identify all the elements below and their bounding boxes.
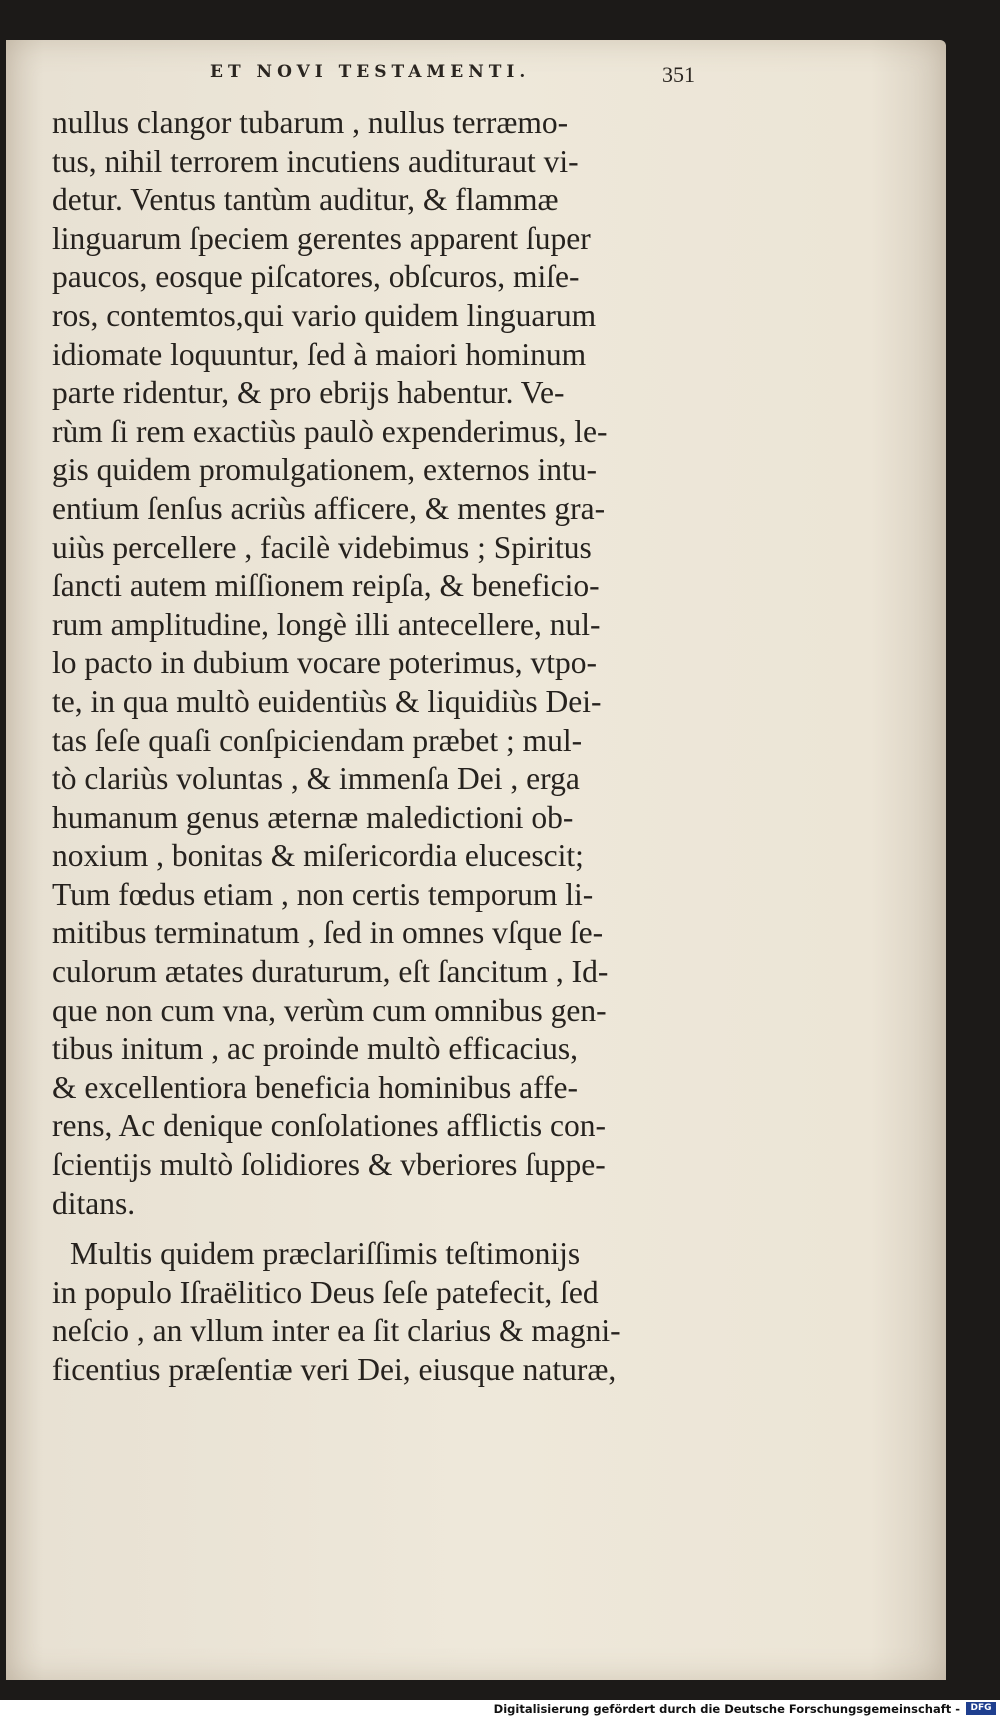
text-line: rùm ſi rem exactiùs paulò expenderimus, le- (52, 413, 608, 449)
text-line: culorum ætates duraturum, eſt ſancitum , Id- (52, 954, 609, 990)
text-line: noxium , bonitas & miſericordia elucescit; (52, 838, 584, 874)
text-line: tas ſeſe quaſi conſpiciendam præbet ; mul- (52, 722, 583, 758)
text-line: que non cum vna, verùm cum omnibus gen- (52, 992, 607, 1028)
text-line: ficentius præſentiæ veri Dei, eiusque naturæ, (52, 1352, 617, 1387)
text-line: Tum fœdus etiam , non certis temporum li- (52, 876, 594, 912)
text-line: mitibus terminatum , ſed in omnes vſque ſe- (52, 915, 604, 951)
paragraph-2 (52, 1235, 682, 1389)
text-line: ditans. (52, 1185, 136, 1221)
text-line: & excellentiora beneficia hominibus affe- (52, 1069, 578, 1105)
text-line: tò clariùs voluntas , & immenſa Dei , erga (52, 761, 580, 797)
text-line: entium ſenſus acriùs afficere, & mentes gra- (52, 490, 606, 526)
text-line: parte ridentur, & pro ebrijs habentur. Ve- (52, 375, 565, 411)
text-line: ros, contemtos,qui vario quidem linguarum (52, 297, 597, 333)
text-line: rum amplitudine, longè illi antecellere, nul- (52, 606, 601, 642)
text-line: Multis quidem præclariſſimis teſtimonijs (70, 1236, 581, 1272)
text-line: tus, nihil terrorem incutiens audituraut vi- (52, 143, 579, 179)
text-line: ſcientijs multò ſolidiores & vberiores ſuppe- (52, 1147, 606, 1183)
text-line: paucos, eosque piſcatores, obſcuros, miſe- (52, 259, 580, 295)
text-line: idiomate loquuntur, ſed à maiori hominum (52, 336, 587, 372)
text-line: gis quidem promulgationem, externos intu- (52, 452, 598, 488)
text-line: te, in qua multò euidentiùs & liquidiùs Dei- (52, 683, 602, 719)
body-text (52, 104, 682, 1390)
text-line: ſancti autem miſſionem reipſa, & beneficio- (52, 568, 600, 604)
text-line: rens, Ac denique conſolationes afflictis con- (52, 1108, 607, 1144)
text-line: lo pacto in dubium vocare poterimus, vtpo- (52, 645, 598, 681)
text-line: linguarum ſpeciem gerentes apparent ſuper (52, 220, 591, 256)
text-line: humanum genus æternæ maledictioni ob- (52, 799, 574, 835)
text-line: neſcio , an vllum inter ea ſit clarius & magni- (52, 1313, 621, 1349)
dfg-logo: DFG (966, 1702, 996, 1715)
text-line: in populo Iſraëlitico Deus ſeſe patefecit, ſed (52, 1274, 599, 1310)
text-line: tibus initum , ac proinde multò efficacius, (52, 1031, 579, 1067)
running-head: ET NOVI TESTAMENTI. (210, 62, 531, 82)
text-line: uiùs percellere , facilè videbimus ; Spiritus (52, 529, 592, 565)
page-number: 351 (662, 62, 695, 87)
text-line: detur. Ventus tantùm auditur, & flammæ (52, 182, 559, 218)
text-line: nullus clangor tubarum , nullus terræmo- (52, 105, 569, 140)
footer-credit: Digitalisierung gefördert durch die Deutsche Forschungsgemeinschaft - (493, 1702, 960, 1716)
